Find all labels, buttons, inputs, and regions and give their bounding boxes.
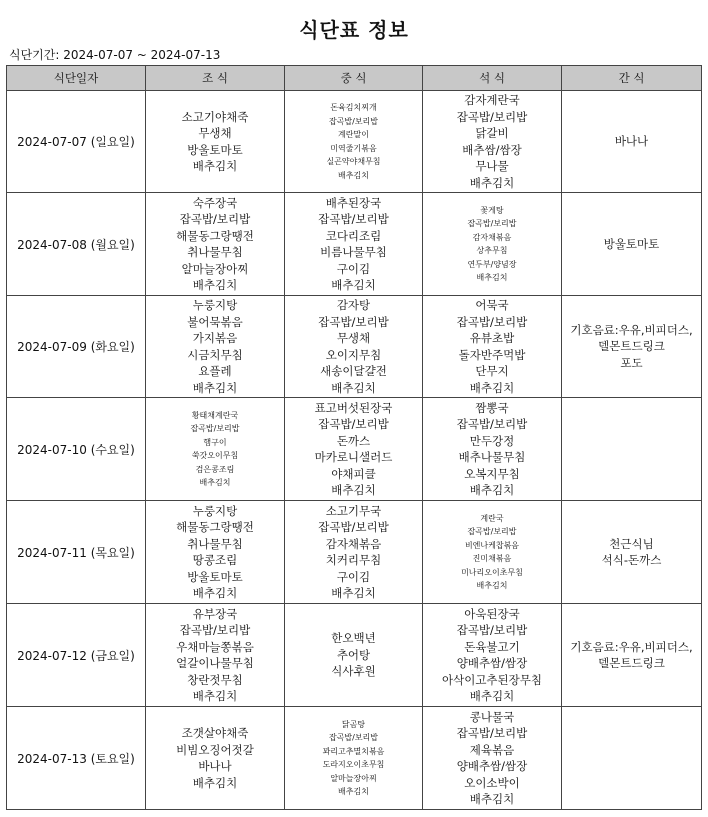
menu-item: 잡곡밥/보리밥 (318, 212, 389, 226)
lunch-menu-list (287, 195, 420, 294)
menu-item: 바나나 (614, 134, 649, 149)
menu-item: 구이김 (336, 569, 371, 584)
menu-item: 양배추쌈/쌈장 (456, 759, 528, 773)
menu-item: 델몬트드링크 (598, 656, 665, 670)
menu-item: 유뷰초밥 (469, 331, 515, 345)
dinner-menu-list (425, 709, 559, 808)
menu-item: 연두부/양념장 (467, 259, 517, 269)
menu-item: 알마늘장아찌 (181, 261, 249, 276)
menu-item: 배추김치 (192, 775, 238, 790)
menu-item: 닭갈비 (475, 126, 509, 140)
table-row (7, 501, 702, 604)
menu-item: 알마늘장아찌 (330, 773, 377, 783)
header-dinner: 석 식 (423, 66, 562, 91)
snack-menu-list (564, 133, 699, 150)
menu-item: 잡곡밥/보리밥 (179, 212, 251, 226)
meal-date: 2024-07-07 (일요일) (7, 91, 146, 193)
menu-item: 어묵국 (475, 298, 509, 312)
menu-item: 야채피클 (331, 466, 376, 481)
menu-item: 배추김치 (338, 170, 369, 180)
menu-item: 돈육불고기 (464, 639, 520, 654)
cell-dinner (423, 398, 562, 501)
menu-item: 배추김치 (469, 483, 515, 497)
menu-item: 미나리오이초무침 (461, 567, 523, 577)
menu-item: 잡곡밥/보리밥 (318, 417, 389, 431)
menu-item: 포도 (620, 355, 643, 370)
menu-item: 배추쌈/쌈장 (462, 142, 522, 157)
menu-item: 방울토마토 (187, 569, 243, 584)
snack-menu-list (564, 639, 699, 672)
table-body (7, 91, 702, 810)
cell-dinner (423, 193, 562, 296)
menu-item: 바나나 (198, 759, 232, 773)
cell-lunch (285, 501, 423, 604)
meal-period: 식단기간: 2024-07-07 ~ 2024-07-13 (9, 48, 221, 62)
menu-item: 계란말이 (338, 130, 369, 139)
breakfast-menu-list (148, 109, 282, 175)
breakfast-menu-list (148, 606, 282, 705)
menu-item: 배추김치 (192, 586, 238, 600)
menu-item: 배추김치 (469, 380, 515, 395)
cell-breakfast (146, 91, 285, 193)
menu-item: 잡곡밥/보리밥 (456, 417, 528, 431)
menu-item: 기호음료:우유,비피더스, (570, 639, 693, 654)
menu-item: 마카로니샐러드 (314, 450, 393, 464)
menu-item: 배추김치 (338, 787, 369, 796)
menu-item: 천근식님 (609, 536, 654, 551)
header-date: 식단일자 (7, 66, 146, 91)
cell-dinner (423, 501, 562, 604)
menu-item: 단무지 (475, 364, 509, 378)
menu-item: 배추김치 (469, 175, 515, 190)
menu-item: 소고기야채죽 (181, 109, 249, 124)
page-title: 식단표 정보 (299, 18, 409, 42)
cell-dinner (423, 604, 562, 707)
menu-item: 표고버섯된장국 (314, 400, 393, 415)
menu-item: 잡곡밥/보리밥 (179, 623, 251, 637)
cell-snack (562, 296, 702, 398)
cell-breakfast (146, 604, 285, 707)
menu-item: 잡곡밥/보리밥 (318, 314, 389, 329)
menu-item: 황태채계란국 (191, 410, 239, 420)
menu-item: 만두강정 (469, 433, 515, 448)
menu-item: 도라지오이초무침 (322, 760, 385, 769)
menu-item: 무생채 (198, 126, 232, 140)
table-header-row (7, 66, 702, 91)
menu-item: 숙주장국 (192, 195, 238, 210)
menu-item: 잡곡밥/보리밥 (456, 109, 528, 124)
cell-snack (562, 501, 702, 604)
breakfast-menu-list (148, 503, 282, 602)
meal-date: 2024-07-10 (수요일) (7, 398, 146, 501)
lunch-menu-list (287, 101, 420, 182)
menu-item: 미역줄기볶음 (330, 143, 377, 153)
menu-item: 잡곡밥/보리밥 (456, 726, 528, 740)
menu-item: 한오백년 (331, 631, 376, 646)
meal-date: 2024-07-12 (금요일) (7, 604, 146, 707)
snack-menu-list (564, 322, 699, 372)
cell-lunch (285, 398, 423, 501)
header-breakfast: 조 식 (146, 66, 285, 91)
menu-item: 배추김치 (331, 278, 376, 292)
dinner-menu-list (425, 400, 559, 499)
menu-item: 무생채 (336, 331, 371, 345)
menu-item: 콩나물국 (469, 709, 515, 724)
cell-snack (562, 707, 702, 810)
cell-breakfast (146, 398, 285, 501)
menu-item: 배추나물무침 (458, 450, 526, 464)
menu-item: 구이김 (336, 261, 371, 276)
menu-item: 돈까스 (336, 433, 371, 448)
cell-breakfast (146, 296, 285, 398)
menu-item: 해물동그랑땡전 (176, 228, 254, 243)
menu-item: 소고기무국 (325, 503, 382, 518)
menu-item: 석식-돈까스 (601, 553, 662, 567)
menu-item: 누룽지탕 (192, 298, 238, 312)
cell-breakfast (146, 501, 285, 604)
menu-item: 시금치무침 (187, 347, 243, 362)
menu-item: 추어탕 (336, 647, 371, 662)
menu-item: 땅콩조림 (192, 553, 238, 567)
menu-item: 배추김치 (476, 273, 508, 282)
menu-item: 잡곡밥/보리밥 (190, 424, 240, 433)
menu-item: 계란국 (480, 513, 504, 523)
cell-snack (562, 91, 702, 193)
menu-item: 배추된장국 (325, 195, 382, 210)
menu-item: 감자탕 (336, 298, 371, 312)
menu-item: 잡곡밥/보리밥 (328, 733, 379, 742)
snack-menu-list (564, 236, 699, 253)
menu-item: 배추김치 (331, 380, 376, 395)
menu-item: 배추김치 (192, 380, 238, 395)
menu-item: 비엔나케찹볶음 (464, 540, 520, 550)
meal-table (6, 65, 702, 810)
menu-item: 감자계란국 (464, 93, 520, 107)
dinner-menu-list (425, 204, 559, 285)
menu-item: 아삭이고추된장무침 (442, 672, 542, 687)
menu-item: 치커리무침 (325, 553, 382, 567)
breakfast-menu-list (148, 725, 282, 791)
menu-item: 새송이달걀전 (320, 364, 387, 378)
menu-item: 배추김치 (199, 478, 231, 487)
header-lunch: 중 식 (285, 66, 423, 91)
menu-item: 잡곡밥/보리밥 (467, 219, 517, 228)
menu-item: 잡곡밥/보리밥 (467, 527, 517, 536)
lunch-menu-list (287, 718, 420, 799)
menu-item: 진미채볶음 (472, 554, 512, 563)
menu-item: 잡곡밥/보리밥 (456, 623, 528, 637)
menu-item: 배추김치 (469, 792, 515, 806)
breakfast-menu-list (148, 195, 282, 294)
menu-item: 실곤약야채무침 (326, 157, 381, 166)
menu-item: 햄구이 (203, 437, 227, 447)
menu-item: 비빔오징어젓갈 (176, 742, 254, 757)
breakfast-menu-list (148, 409, 282, 490)
menu-item: 배추김치 (476, 581, 508, 590)
menu-item: 유부장국 (192, 606, 238, 621)
menu-item: 상추무침 (476, 246, 508, 255)
table-row (7, 296, 702, 398)
cell-breakfast (146, 193, 285, 296)
menu-item: 요플레 (198, 364, 232, 378)
menu-item: 양배추쌈/쌈장 (456, 656, 528, 670)
menu-item: 배추김치 (469, 689, 515, 703)
snack-menu-list (564, 536, 699, 569)
menu-item: 닭곰탕 (341, 719, 366, 729)
header-snack: 간 식 (562, 66, 702, 91)
cell-snack (562, 398, 702, 501)
menu-item: 누룽지탕 (192, 503, 238, 518)
menu-item: 꽃게탕 (480, 205, 504, 215)
menu-item: 배추김치 (331, 586, 376, 600)
menu-item: 배추김치 (192, 278, 238, 292)
cell-lunch (285, 604, 423, 707)
cell-snack (562, 604, 702, 707)
menu-item: 돈육김치찌개 (330, 103, 377, 112)
meal-date: 2024-07-11 (목요일) (7, 501, 146, 604)
menu-item: 검은콩조림 (195, 464, 235, 474)
menu-item: 쑥갓오이무침 (191, 451, 239, 460)
cell-dinner (423, 296, 562, 398)
table-row (7, 604, 702, 707)
menu-item: 취나물무침 (187, 245, 243, 259)
menu-item: 무나물 (475, 159, 509, 173)
menu-item: 얼갈이나물무침 (176, 656, 254, 670)
menu-item: 조갯살야채죽 (181, 726, 249, 740)
meal-date: 2024-07-13 (토요일) (7, 707, 146, 810)
menu-item: 가지볶음 (192, 331, 238, 345)
menu-item: 배추김치 (331, 483, 376, 497)
menu-item: 잡곡밥/보리밥 (328, 116, 379, 126)
cell-snack (562, 193, 702, 296)
table-row (7, 398, 702, 501)
menu-item: 오이지무침 (325, 347, 382, 362)
menu-item: 창란젓무침 (187, 672, 243, 687)
menu-item: 방울토마토 (187, 142, 243, 157)
table-row (7, 193, 702, 296)
meal-date: 2024-07-08 (월요일) (7, 193, 146, 296)
menu-item: 해물동그랑땡전 (176, 520, 254, 534)
menu-item: 잡곡밥/보리밥 (456, 314, 528, 329)
lunch-menu-list (287, 400, 420, 499)
menu-item: 코다리조림 (325, 228, 382, 243)
cell-dinner (423, 91, 562, 193)
menu-item: 잡곡밥/보리밥 (318, 520, 389, 534)
menu-item: 제육볶음 (469, 742, 515, 757)
cell-lunch (285, 193, 423, 296)
menu-item: 돌자반주먹밥 (458, 347, 526, 362)
lunch-menu-list (287, 630, 420, 680)
dinner-menu-list (425, 92, 559, 191)
lunch-menu-list (287, 503, 420, 602)
dinner-menu-list (425, 512, 559, 593)
dinner-menu-list (425, 606, 559, 705)
breakfast-menu-list (148, 297, 282, 396)
menu-item: 델몬트드링크 (598, 339, 665, 354)
menu-item: 우채마늘쫑볶음 (176, 639, 254, 654)
meal-date: 2024-07-09 (화요일) (7, 296, 146, 398)
menu-item: 취나물무침 (187, 536, 243, 551)
menu-item: 비름나물무침 (320, 245, 387, 259)
cell-lunch (285, 296, 423, 398)
menu-item: 오복지무침 (464, 466, 520, 481)
menu-item: 감자채볶음 (472, 232, 512, 242)
menu-item: 배추김치 (192, 159, 238, 173)
cell-dinner (423, 707, 562, 810)
cell-lunch (285, 707, 423, 810)
table-row (7, 707, 702, 810)
menu-item: 기호음료:우유,비피더스, (570, 322, 693, 337)
menu-item: 아욱된장국 (464, 606, 520, 621)
lunch-menu-list (287, 297, 420, 396)
menu-item: 짬뽕국 (475, 400, 509, 415)
cell-lunch (285, 91, 423, 193)
menu-item: 불어묵볶음 (187, 314, 243, 329)
dinner-menu-list (425, 297, 559, 396)
menu-item: 식사후원 (331, 664, 376, 679)
menu-item: 꽈리고추멸치볶음 (322, 746, 385, 756)
menu-item: 배추김치 (192, 689, 238, 703)
table-row (7, 91, 702, 193)
menu-item: 오이소박이 (464, 775, 520, 790)
menu-item: 감자채볶음 (325, 536, 382, 551)
menu-item: 방울토마토 (603, 236, 660, 251)
cell-breakfast (146, 707, 285, 810)
